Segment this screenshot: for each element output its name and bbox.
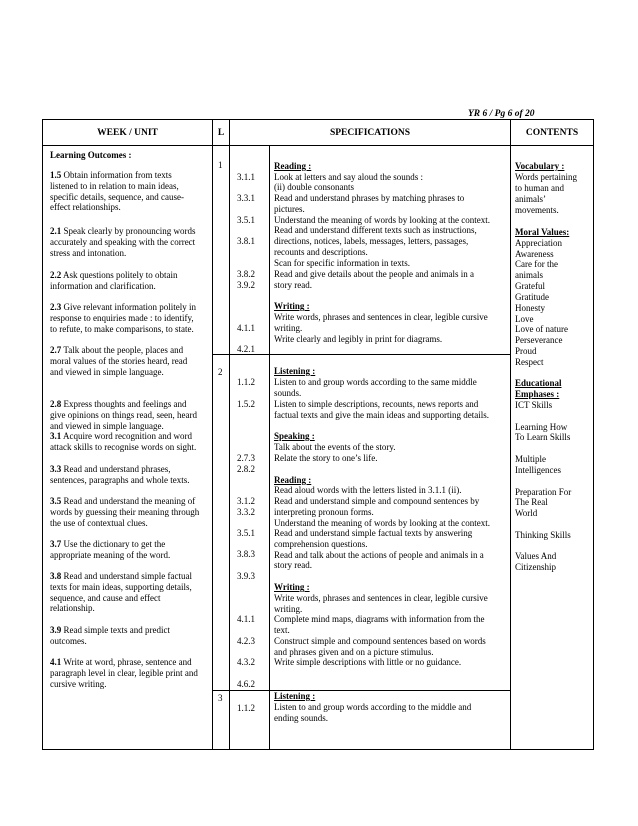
- contents-item: [515, 508, 537, 519]
- spec-line-text: Read and talk about the actions of people and animals in a: [274, 550, 484, 560]
- spec-line: [274, 312, 488, 323]
- spec-line: [274, 560, 312, 571]
- outcome-number: 3.8: [50, 571, 62, 581]
- outcome-line: [50, 356, 187, 367]
- contents-heading-text: Emphases :: [515, 389, 560, 399]
- outcome-line: [50, 603, 95, 614]
- level-number-text: 2: [218, 367, 223, 377]
- outcome-line: [50, 281, 156, 292]
- spec-line-text: Relate the story to one’s life.: [274, 453, 378, 463]
- contents-heading: [515, 378, 562, 389]
- contents-item-text: animals: [515, 270, 543, 280]
- outcome-text: Express thoughts and feelings and: [61, 399, 187, 409]
- outcome-number: 3.5: [50, 496, 62, 506]
- row-divider-level-2: [212, 354, 511, 355]
- spec-heading-text: Reading :: [274, 475, 312, 485]
- spec-code-text: 2.8.2: [237, 464, 255, 474]
- spec-line: [274, 496, 479, 507]
- spec-line: [274, 258, 410, 269]
- outcome-number: 2.2: [50, 270, 62, 280]
- spec-line-text: Read and understand simple factual texts by answering: [274, 528, 473, 538]
- column-divider-3: [269, 145, 270, 750]
- contents-item-text: Awareness: [515, 249, 554, 259]
- outcome-line: [50, 657, 192, 668]
- spec-heading-text: Listening :: [274, 366, 316, 376]
- spec-line-text: Look at letters and say aloud the sounds :: [274, 172, 423, 182]
- spec-line-text: ending sounds.: [274, 713, 328, 723]
- outcome-line: [50, 367, 164, 378]
- spec-line-text: Listen to simple descriptions, recounts, news reports and: [274, 399, 479, 409]
- contents-item-text: Preparation For: [515, 487, 572, 497]
- level-number-text: 1: [218, 160, 223, 170]
- contents-item: [515, 281, 545, 292]
- contents-item: [515, 357, 544, 368]
- outcome-text: specific details, sequence, and cause-: [50, 191, 184, 202]
- table-border-header: [42, 145, 594, 146]
- spec-line-text: sounds.: [274, 388, 302, 398]
- spec-line: [274, 539, 368, 550]
- contents-item: [515, 562, 556, 573]
- contents-item: [515, 454, 546, 465]
- outcome-line: [50, 410, 197, 421]
- contents-heading-text: Moral Values:: [515, 227, 570, 237]
- spec-code: [237, 464, 255, 475]
- spec-line-text: Listen to and group words according to the middle and: [274, 702, 472, 712]
- contents-item-text: Love of nature: [515, 324, 568, 334]
- spec-line-text: pictures.: [274, 204, 305, 214]
- contents-item-text: Multiple: [515, 454, 546, 464]
- spec-code: [237, 636, 255, 647]
- outcome-line: [50, 636, 87, 647]
- outcome-line: [50, 181, 179, 192]
- spec-heading-text: Listening :: [274, 691, 316, 701]
- spec-code: [237, 528, 255, 539]
- contents-item: [515, 205, 559, 216]
- spec-code: [237, 614, 255, 625]
- contents-item-text: World: [515, 508, 538, 518]
- spec-line-text: Understand the meaning of words by looking at the context.: [274, 215, 490, 225]
- spec-code-text: 4.6.2: [237, 679, 255, 689]
- spec-code-text: 4.1.1: [237, 323, 255, 333]
- spec-line: [274, 334, 442, 345]
- spec-code-text: 4.3.2: [237, 657, 255, 667]
- spec-heading: [274, 161, 311, 172]
- spec-code-text: 4.2.1: [237, 344, 255, 354]
- spec-line: [274, 182, 354, 193]
- outcome-line: [50, 496, 195, 507]
- contents-heading-text: Vocabulary :: [515, 161, 565, 171]
- outcome-text: listened to in relation to main ideas,: [50, 180, 179, 191]
- contents-item: [515, 259, 558, 270]
- contents-heading: [515, 227, 569, 238]
- outcome-line: [50, 399, 186, 410]
- contents-item-text: To Learn Skills: [515, 432, 571, 442]
- spec-code: [237, 399, 255, 410]
- header-specifications: SPECIFICATIONS: [329, 127, 411, 138]
- spec-code: [237, 172, 255, 183]
- spec-line: [274, 442, 396, 453]
- spec-code: [237, 344, 255, 355]
- contents-item: [515, 324, 568, 335]
- spec-code: [237, 703, 255, 714]
- spec-line-text: recounts and descriptions.: [274, 247, 368, 257]
- spec-line-text: story read.: [274, 560, 312, 570]
- outcome-line: [50, 518, 148, 529]
- spec-line-text: story read.: [274, 280, 312, 290]
- level-number: [218, 693, 223, 704]
- outcome-number: 2.3: [50, 302, 62, 312]
- outcome-text: outcomes.: [50, 635, 87, 646]
- spec-code-text: 1.1.2: [237, 703, 255, 713]
- spec-heading-text: Speaking :: [274, 431, 315, 441]
- spec-code-text: 1.5.2: [237, 399, 255, 409]
- spec-line-text: (ii) double consonants: [274, 182, 354, 192]
- outcome-line: [50, 475, 189, 486]
- outcome-line: [50, 593, 161, 604]
- contents-item-text: Intelligences: [515, 465, 561, 475]
- spec-line-text: Write words, phrases and sentences in clear, legible cursive: [274, 312, 488, 322]
- contents-item-text: Care for the: [515, 259, 558, 269]
- spec-heading-text: Writing :: [274, 582, 310, 592]
- spec-line: [274, 269, 474, 280]
- contents-item-text: The Real: [515, 497, 548, 507]
- spec-code: [237, 193, 255, 204]
- column-divider-1: [212, 119, 213, 750]
- outcome-line: [50, 507, 199, 518]
- table-border-left: [42, 119, 43, 750]
- outcome-number: 2.8: [50, 399, 62, 409]
- outcome-line: [50, 324, 194, 335]
- spec-line: [274, 280, 312, 291]
- spec-code: [237, 215, 255, 226]
- spec-code-text: 3.3.1: [237, 193, 255, 203]
- spec-code: [237, 496, 255, 507]
- outcome-number: 1.5: [50, 170, 62, 180]
- outcome-line: [50, 313, 194, 324]
- contents-item-text: Gratitude: [515, 292, 549, 302]
- contents-item: [515, 530, 571, 541]
- outcome-text: to refute, to make comparisons, to state.: [50, 323, 194, 334]
- outcome-text: Ask questions politely to obtain: [61, 270, 178, 280]
- spec-code-text: 3.1.2: [237, 496, 255, 506]
- contents-item-text: Learning How: [515, 422, 568, 432]
- spec-line: [274, 702, 471, 713]
- spec-line: [274, 625, 290, 636]
- outcome-line: [50, 431, 192, 442]
- contents-item: [515, 335, 562, 346]
- outcome-text: Talk about the people, places and: [61, 345, 184, 355]
- spec-code-text: 3.1.1: [237, 172, 255, 182]
- spec-line: [274, 657, 461, 668]
- contents-item-text: Grateful: [515, 281, 545, 291]
- spec-line: [274, 636, 486, 647]
- outcome-number: 3.1: [50, 431, 62, 441]
- spec-code: [237, 507, 255, 518]
- spec-line-text: writing.: [274, 604, 303, 614]
- contents-item: [515, 172, 577, 183]
- spec-heading: [274, 582, 310, 593]
- outcome-line: [50, 582, 192, 593]
- spec-line-text: Talk about the events of the story.: [274, 442, 396, 452]
- contents-item-text: Love: [515, 314, 534, 324]
- spec-code-text: 3.9.2: [237, 280, 255, 290]
- contents-item-text: movements.: [515, 205, 559, 215]
- outcome-line: [50, 270, 178, 281]
- contents-item: [515, 346, 537, 357]
- contents-item: [515, 183, 564, 194]
- spec-line-text: Scan for specific information in texts.: [274, 258, 410, 268]
- outcome-text: the use of contextual clues.: [50, 517, 148, 528]
- contents-item-text: Words pertaining: [515, 172, 578, 182]
- spec-heading: [274, 431, 315, 442]
- contents-item: [515, 238, 562, 249]
- contents-item-text: Respect: [515, 357, 544, 367]
- spec-heading: [274, 301, 310, 312]
- contents-heading: [515, 389, 559, 400]
- contents-item-text: ICT Skills: [515, 400, 553, 410]
- outcome-text: Speak clearly by pronouncing words: [61, 226, 196, 236]
- contents-item-text: Appreciation: [515, 238, 562, 248]
- header-contents: CONTENTS: [525, 127, 579, 138]
- spec-code-text: 1.1.2: [237, 377, 255, 387]
- outcome-text: Write at word, phrase, sentence and: [61, 657, 192, 667]
- spec-heading-text: Writing :: [274, 301, 310, 311]
- spec-line: [274, 713, 328, 724]
- outcome-line: [50, 302, 196, 313]
- contents-item-text: animals’: [515, 194, 546, 204]
- header-week-unit: WEEK / UNIT: [97, 127, 158, 138]
- outcome-line: [50, 679, 107, 690]
- contents-item-text: to human and: [515, 183, 564, 193]
- spec-code-text: 4.1.1: [237, 614, 255, 624]
- spec-line-text: directions, notices, labels, messages, letters, passages,: [274, 236, 469, 246]
- spec-line-text: and phrases given and on a picture stimulus.: [274, 647, 434, 657]
- spec-line: [274, 410, 489, 421]
- outcome-text: response to enquiries made : to identify,: [50, 312, 194, 323]
- column-divider-2: [229, 119, 230, 750]
- spec-code-text: 4.2.3: [237, 636, 255, 646]
- contents-item-text: Values And: [515, 551, 557, 561]
- outcome-text: sequence, and cause and effect: [50, 592, 161, 603]
- row-divider-level-3: [212, 690, 511, 691]
- spec-code: [237, 323, 255, 334]
- spec-line-text: Write words, phrases and sentences in clear, legible cursive: [274, 593, 488, 603]
- outcome-line: [50, 668, 198, 679]
- spec-line: [274, 388, 301, 399]
- spec-line: [274, 236, 468, 247]
- outcome-number: 4.1: [50, 657, 62, 667]
- outcome-line: [50, 237, 195, 248]
- contents-item: [515, 292, 549, 303]
- outcome-line: [50, 571, 192, 582]
- level-number: [218, 160, 223, 171]
- spec-line-text: comprehension questions.: [274, 539, 368, 549]
- learning-outcomes-title-text: Learning Outcomes :: [50, 150, 132, 160]
- contents-heading: [515, 161, 564, 172]
- spec-line-text: Read and understand different texts such as instructions,: [274, 225, 477, 235]
- outcome-number: 3.3: [50, 464, 62, 474]
- outcome-line: [50, 464, 170, 475]
- contents-item: [515, 270, 543, 281]
- outcome-text: moral values of the stories heard, read: [50, 355, 188, 366]
- contents-item-text: Honesty: [515, 303, 545, 313]
- outcome-text: and viewed in simple language.: [50, 420, 164, 431]
- spec-code-text: 3.5.1: [237, 215, 255, 225]
- spec-heading: [274, 691, 315, 702]
- outcome-text: Read and understand simple factual: [61, 571, 192, 581]
- table-border-bottom: [42, 749, 594, 750]
- spec-code-text: 3.9.3: [237, 571, 255, 581]
- outcome-text: attack skills to recognise words on sight.: [50, 441, 197, 452]
- outcome-line: [50, 345, 183, 356]
- spec-line: [274, 323, 302, 334]
- outcome-text: words by guessing their meaning through: [50, 506, 200, 517]
- outcome-line: [50, 202, 121, 213]
- spec-line-text: interpreting pronoun forms.: [274, 507, 374, 517]
- outcome-text: appropriate meaning of the word.: [50, 549, 171, 560]
- outcome-line: [50, 539, 165, 550]
- spec-line-text: factual texts and give the main ideas and supporting details.: [274, 410, 489, 420]
- contents-item: [515, 497, 548, 508]
- spec-line-text: Construct simple and compound sentences based on words: [274, 636, 486, 646]
- contents-item-text: Thinking Skills: [515, 530, 571, 540]
- header-level: L: [217, 127, 225, 138]
- contents-item: [515, 432, 570, 443]
- outcome-text: and viewed in simple language.: [50, 366, 164, 377]
- outcome-text: texts for main ideas, supporting details,: [50, 581, 192, 592]
- outcome-text: relationship.: [50, 603, 95, 614]
- spec-code: [237, 236, 255, 247]
- outcome-text: Read simple texts and predict: [61, 625, 170, 635]
- contents-item: [515, 465, 561, 476]
- outcome-text: paragraph level in clear, legible print and: [50, 667, 198, 678]
- spec-line: [274, 453, 377, 464]
- outcome-number: 2.7: [50, 345, 62, 355]
- outcome-line: [50, 226, 195, 237]
- spec-line-text: Complete mind maps, diagrams with information from the: [274, 614, 485, 624]
- spec-line: [274, 507, 374, 518]
- spec-line-text: Write clearly and legibly in print for diagrams.: [274, 334, 443, 344]
- outcome-line: [50, 248, 126, 259]
- outcome-line: [50, 625, 170, 636]
- outcome-line: [50, 442, 196, 453]
- outcome-text: effect relationships.: [50, 202, 121, 213]
- outcome-text: Read and understand the meaning of: [61, 496, 196, 506]
- spec-line-text: writing.: [274, 323, 303, 333]
- contents-item-text: Perseverance: [515, 335, 563, 345]
- outcome-text: cursive writing.: [50, 678, 107, 689]
- contents-item: [515, 551, 556, 562]
- outcome-text: accurately and speaking with the correct: [50, 236, 196, 247]
- outcome-text: Obtain information from texts: [61, 170, 172, 180]
- spec-line-text: Read aloud words with the letters listed in 3.1.1 (ii).: [274, 485, 462, 495]
- outcome-text: stress and intonation.: [50, 247, 127, 258]
- spec-line: [274, 193, 464, 204]
- spec-code-text: 3.8.1: [237, 236, 255, 246]
- outcome-text: information and clarification.: [50, 280, 156, 291]
- spec-code: [237, 571, 255, 582]
- table-border-right: [593, 119, 594, 750]
- spec-line: [274, 399, 478, 410]
- spec-line: [274, 528, 472, 539]
- outcome-text: Acquire word recognition and word: [61, 431, 192, 441]
- outcome-line: [50, 192, 184, 203]
- spec-code: [237, 679, 255, 690]
- contents-item-text: Proud: [515, 346, 537, 356]
- outcome-line: [50, 170, 172, 181]
- spec-heading: [274, 366, 315, 377]
- spec-code-text: 3.8.2: [237, 269, 255, 279]
- spec-line-text: Write simple descriptions with little or no guidance.: [274, 657, 462, 667]
- spec-code: [237, 453, 255, 464]
- learning-outcomes-title: [50, 150, 132, 161]
- spec-code: [237, 269, 255, 280]
- contents-item: [515, 194, 546, 205]
- outcome-number: 3.7: [50, 539, 62, 549]
- spec-line: [274, 485, 461, 496]
- spec-line-text: Read and understand simple and compound sentences by: [274, 496, 480, 506]
- column-divider-4: [510, 119, 511, 750]
- spec-line: [274, 593, 488, 604]
- outcome-text: Give relevant information politely in: [61, 302, 196, 312]
- contents-item: [515, 400, 552, 411]
- spec-code: [237, 657, 255, 668]
- contents-item: [515, 303, 545, 314]
- outcome-text: Read and understand phrases,: [61, 464, 171, 474]
- spec-line-text: Understand the meaning of words by looking at the context.: [274, 518, 490, 528]
- spec-code-text: 3.3.2: [237, 507, 255, 517]
- outcome-line: [50, 550, 170, 561]
- page-number: YR 6 / Pg 6 of 20: [468, 109, 535, 119]
- spec-code: [237, 549, 255, 560]
- spec-code-text: 3.5.1: [237, 528, 255, 538]
- spec-line: [274, 247, 368, 258]
- outcome-text: sentences, paragraphs and whole texts.: [50, 474, 190, 485]
- spec-line-text: Read and give details about the people and animals in a: [274, 269, 474, 279]
- outcome-number: 3.9: [50, 625, 62, 635]
- spec-line: [274, 377, 477, 388]
- spec-code: [237, 377, 255, 388]
- contents-item-text: Citizenship: [515, 562, 556, 572]
- level-number: [218, 367, 223, 378]
- spec-line: [274, 225, 477, 236]
- spec-line: [274, 614, 484, 625]
- outcome-line: [50, 421, 164, 432]
- spec-line: [274, 204, 305, 215]
- spec-line-text: text.: [274, 625, 290, 635]
- spec-code-text: 3.8.3: [237, 549, 255, 559]
- outcome-number: 2.1: [50, 226, 62, 236]
- spec-line-text: Read and understand phrases by matching phrases to: [274, 193, 465, 203]
- outcome-text: give opinions on things read, seen, heard: [50, 409, 197, 420]
- contents-heading-text: Educational: [515, 378, 562, 388]
- level-number-text: 3: [218, 693, 223, 703]
- spec-line-text: Listen to and group words according to the same middle: [274, 377, 477, 387]
- spec-code-text: 2.7.3: [237, 453, 255, 463]
- outcome-text: Use the dictionary to get the: [61, 539, 166, 549]
- spec-code: [237, 280, 255, 291]
- spec-heading-text: Reading :: [274, 161, 312, 171]
